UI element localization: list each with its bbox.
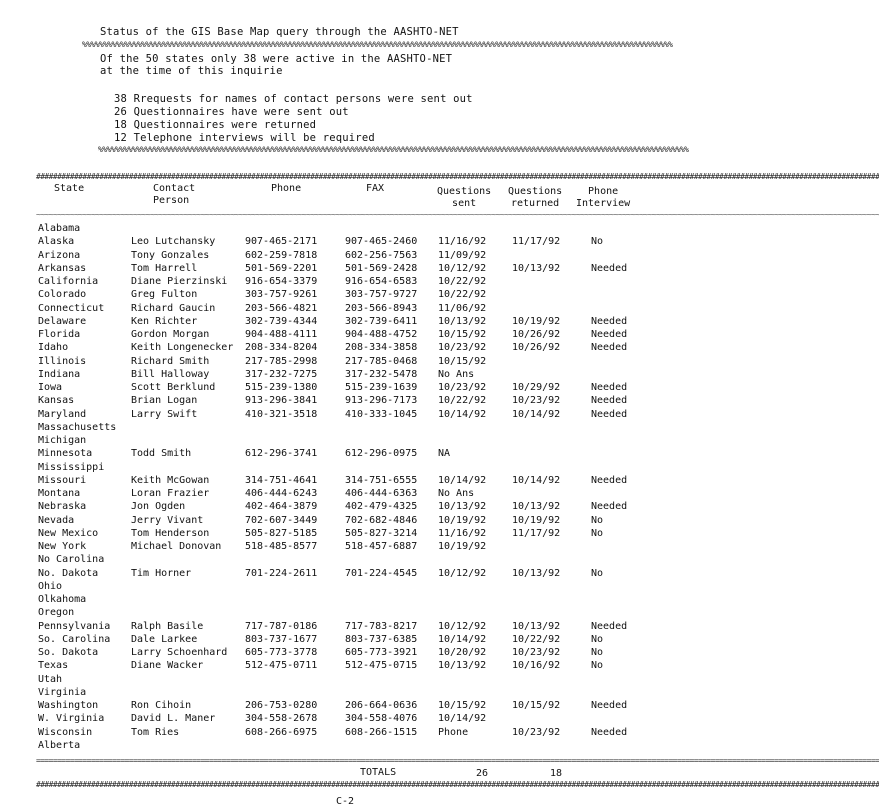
row-questions-returned: 10/19/92 [512, 316, 561, 327]
row-phone-interview: No [591, 528, 604, 539]
intro-line-2: at the time of this inquirie [100, 65, 283, 77]
row-contact: Tony Gonzales [131, 250, 210, 261]
table-row [0, 659, 650, 672]
row-fax: 904-488-4752 [345, 329, 418, 340]
table-row [0, 646, 650, 659]
table-row [0, 540, 650, 553]
table-row [0, 673, 650, 686]
summary-line-3: 18 Questionnaires were returned [114, 119, 317, 131]
table-row [0, 447, 650, 460]
page-title: Status of the GIS Base Map query through the AASHTO-NET [100, 26, 459, 38]
row-contact: Larry Schoenhard [131, 647, 228, 658]
header-fax: FAX [366, 183, 385, 194]
table-row [0, 500, 650, 513]
row-state: Wisconsin [38, 727, 93, 738]
row-questions-returned: 10/26/92 [512, 329, 561, 340]
row-fax: 702-682-4846 [345, 515, 418, 526]
row-fax: 206-664-0636 [345, 700, 418, 711]
row-questions-sent: 11/16/92 [438, 528, 487, 539]
row-state: So. Carolina [38, 634, 111, 645]
row-state: Colorado [38, 289, 87, 300]
totals-label: TOTALS [360, 767, 397, 778]
row-phone-interview: No [591, 568, 604, 579]
row-contact: Tom Harrell [131, 263, 198, 274]
header-phone-interview: Phone Interview [576, 186, 631, 209]
row-phone: 317-232-7275 [245, 369, 318, 380]
row-phone: 406-444-6243 [245, 488, 318, 499]
table-row [0, 461, 650, 474]
row-phone: 203-566-4821 [245, 303, 318, 314]
row-phone: 402-464-3879 [245, 501, 318, 512]
row-contact: Loran Frazier [131, 488, 210, 499]
row-phone: 612-296-3741 [245, 448, 318, 459]
row-contact: Jerry Vivant [131, 515, 204, 526]
totals-sent: 26 [476, 768, 489, 779]
row-questions-sent: 10/15/92 [438, 329, 487, 340]
row-state: Alaska [38, 236, 75, 247]
row-contact: Ralph Basile [131, 621, 204, 632]
row-questions-returned: 10/29/92 [512, 382, 561, 393]
row-state: Iowa [38, 382, 63, 393]
table-row [0, 726, 650, 739]
row-questions-sent: 10/13/92 [438, 660, 487, 671]
row-phone-interview: Needed [591, 700, 628, 711]
table-row [0, 421, 650, 434]
row-questions-returned: 10/13/92 [512, 621, 561, 632]
row-questions-returned: 11/17/92 [512, 528, 561, 539]
row-questions-returned: 10/22/92 [512, 634, 561, 645]
row-state: New Mexico [38, 528, 99, 539]
row-questions-sent: 10/22/92 [438, 289, 487, 300]
row-phone: 608-266-6975 [245, 727, 318, 738]
row-questions-sent: 10/13/92 [438, 501, 487, 512]
row-phone-interview: Needed [591, 621, 628, 632]
totals-returned: 18 [550, 768, 563, 779]
row-questions-returned: 10/23/92 [512, 647, 561, 658]
row-contact: Ron Cihoin [131, 700, 192, 711]
table-row [0, 328, 650, 341]
row-state: New York [38, 541, 87, 552]
row-questions-sent: 10/12/92 [438, 263, 487, 274]
row-fax: 410-333-1045 [345, 409, 418, 420]
table-row [0, 527, 650, 540]
table-row [0, 381, 650, 394]
row-questions-returned: 10/15/92 [512, 700, 561, 711]
table-row [0, 394, 650, 407]
row-contact: Jon Ogden [131, 501, 186, 512]
row-questions-returned: 10/19/92 [512, 515, 561, 526]
table-row [0, 567, 650, 580]
row-fax: 913-296-7173 [345, 395, 418, 406]
row-state: Idaho [38, 342, 69, 353]
row-phone: 303-757-9261 [245, 289, 318, 300]
row-questions-sent: 10/19/92 [438, 541, 487, 552]
header-questions-returned: Questions returned [508, 186, 563, 209]
row-state: Michigan [38, 435, 87, 446]
header-contact: Contact Person [153, 183, 196, 206]
row-fax: 916-654-6583 [345, 276, 418, 287]
row-phone-interview: Needed [591, 329, 628, 340]
table-row [0, 262, 650, 275]
table-row [0, 222, 650, 235]
row-fax: 402-479-4325 [345, 501, 418, 512]
row-phone-interview: No [591, 660, 604, 671]
table-row [0, 553, 650, 566]
row-contact: Greg Fulton [131, 289, 198, 300]
row-questions-returned: 10/13/92 [512, 263, 561, 274]
row-state: Virginia [38, 687, 87, 698]
row-phone-interview: No [591, 634, 604, 645]
row-fax: 314-751-6555 [345, 475, 418, 486]
table-row [0, 487, 650, 500]
row-state: Arizona [38, 250, 81, 261]
row-contact: David L. Maner [131, 713, 216, 724]
row-questions-sent: 10/14/92 [438, 713, 487, 724]
separator: %%%%%%%%%%%%%%%%%%%%%%%%%%%%%%%%%%%%%%%%%%%%%%%%%%%%%%%%%%%%%%%%%%%%%%%%%%%%%%%%%%%%%%%%%%%%%%%%%%%%%%%%%%%%%%%%%%%%%%%%%%%%%%%%%%%%%%%%%%%% [82, 40, 673, 49]
row-state: Minnesota [38, 448, 93, 459]
row-state: Alberta [38, 740, 81, 751]
row-fax: 208-334-3858 [345, 342, 418, 353]
row-state: Ohio [38, 581, 63, 592]
row-phone: 913-296-3841 [245, 395, 318, 406]
row-questions-returned: 10/14/92 [512, 409, 561, 420]
row-questions-sent: 11/09/92 [438, 250, 487, 261]
row-phone-interview: No [591, 515, 604, 526]
row-phone: 304-558-2678 [245, 713, 318, 724]
row-state: No. Dakota [38, 568, 99, 579]
row-phone: 605-773-3778 [245, 647, 318, 658]
row-phone: 907-465-2171 [245, 236, 318, 247]
row-phone-interview: Needed [591, 263, 628, 274]
row-contact: Richard Smith [131, 356, 210, 367]
row-questions-returned: 10/26/92 [512, 342, 561, 353]
table-row [0, 288, 650, 301]
summary-line-1: 38 Rrequests for names of contact persons were sent out [114, 93, 473, 105]
row-phone-interview: No [591, 236, 604, 247]
row-contact: Todd Smith [131, 448, 192, 459]
row-contact: Brian Logan [131, 395, 198, 406]
row-state: Pennsylvania [38, 621, 111, 632]
row-phone: 206-753-0280 [245, 700, 318, 711]
row-state: Illinois [38, 356, 87, 367]
row-state: Nebraska [38, 501, 87, 512]
table-row [0, 593, 650, 606]
row-phone-interview: Needed [591, 316, 628, 327]
row-questions-sent: 10/22/92 [438, 395, 487, 406]
row-phone: 602-259-7818 [245, 250, 318, 261]
row-questions-sent: 10/22/92 [438, 276, 487, 287]
row-fax: 605-773-3921 [345, 647, 418, 658]
row-questions-sent: 10/14/92 [438, 409, 487, 420]
row-state: Washington [38, 700, 99, 711]
row-questions-returned: 10/23/92 [512, 395, 561, 406]
row-questions-returned: 10/16/92 [512, 660, 561, 671]
row-phone: 904-488-4111 [245, 329, 318, 340]
row-state: Oregon [38, 607, 75, 618]
row-state: Nevada [38, 515, 75, 526]
row-fax: 608-266-1515 [345, 727, 418, 738]
row-questions-sent: Phone [438, 727, 469, 738]
table-row [0, 633, 650, 646]
row-questions-sent: 10/23/92 [438, 342, 487, 353]
totals-rule: ======================================================================================================================================================================================================== [36, 756, 879, 765]
row-fax: 303-757-9727 [345, 289, 418, 300]
intro-line-1: Of the 50 states only 38 were active in the AASHTO-NET [100, 53, 453, 65]
row-questions-sent: NA [438, 448, 451, 459]
row-state: Kansas [38, 395, 75, 406]
row-state: Alabama [38, 223, 81, 234]
table-row [0, 686, 650, 699]
row-contact: Tom Ries [131, 727, 180, 738]
row-phone: 217-785-2998 [245, 356, 318, 367]
table-row [0, 235, 650, 248]
row-fax: 304-558-4076 [345, 713, 418, 724]
row-questions-sent: 10/20/92 [438, 647, 487, 658]
row-questions-returned: 11/17/92 [512, 236, 561, 247]
row-phone: 410-321-3518 [245, 409, 318, 420]
row-questions-sent: 10/14/92 [438, 475, 487, 486]
table-row [0, 620, 650, 633]
table-row [0, 249, 650, 262]
row-state: Arkansas [38, 263, 87, 274]
row-state: Florida [38, 329, 81, 340]
table-row [0, 739, 650, 752]
row-fax: 406-444-6363 [345, 488, 418, 499]
table-top-rule: ######################################################################################################################################################################################################## [36, 172, 879, 181]
table-row [0, 355, 650, 368]
row-fax: 907-465-2460 [345, 236, 418, 247]
header-questions-sent: Questions sent [437, 186, 492, 209]
row-questions-returned: 10/13/92 [512, 568, 561, 579]
table-bottom-rule: ######################################################################################################################################################################################################## [36, 780, 879, 789]
row-phone: 717-787-0186 [245, 621, 318, 632]
page-number: C-2 [336, 796, 355, 807]
row-fax: 701-224-4545 [345, 568, 418, 579]
row-contact: Scott Berklund [131, 382, 216, 393]
row-contact: Tim Horner [131, 568, 192, 579]
table-row [0, 302, 650, 315]
table-row [0, 408, 650, 421]
row-questions-sent: No Ans [438, 369, 475, 380]
row-fax: 217-785-0468 [345, 356, 418, 367]
row-fax: 317-232-5478 [345, 369, 418, 380]
row-phone: 302-739-4344 [245, 316, 318, 327]
table-row [0, 434, 650, 447]
row-phone: 512-475-0711 [245, 660, 318, 671]
row-state: W. Virginia [38, 713, 105, 724]
separator: %%%%%%%%%%%%%%%%%%%%%%%%%%%%%%%%%%%%%%%%%%%%%%%%%%%%%%%%%%%%%%%%%%%%%%%%%%%%%%%%%%%%%%%%%%%%%%%%%%%%%%%%%%%%%%%%%%%%%%%%%%%%%%%%%%%%%%%%%%%% [98, 145, 689, 154]
row-fax: 518-457-6887 [345, 541, 418, 552]
table-row [0, 275, 650, 288]
row-phone: 518-485-8577 [245, 541, 318, 552]
row-state: Maryland [38, 409, 87, 420]
row-contact: Gordon Morgan [131, 329, 210, 340]
header-state: State [54, 183, 85, 194]
row-phone-interview: Needed [591, 501, 628, 512]
row-state: California [38, 276, 99, 287]
row-questions-returned: 10/23/92 [512, 727, 561, 738]
table-row [0, 580, 650, 593]
row-state: Utah [38, 674, 63, 685]
row-phone: 208-334-8204 [245, 342, 318, 353]
table-row [0, 474, 650, 487]
row-contact: Diane Pierzinski [131, 276, 228, 287]
row-fax: 501-569-2428 [345, 263, 418, 274]
row-phone: 701-224-2611 [245, 568, 318, 579]
row-phone-interview: Needed [591, 395, 628, 406]
row-state: No Carolina [38, 554, 105, 565]
table-row [0, 712, 650, 725]
row-state: Connecticut [38, 303, 105, 314]
row-questions-sent: 11/16/92 [438, 236, 487, 247]
row-phone-interview: Needed [591, 475, 628, 486]
table-row [0, 699, 650, 712]
table-row [0, 315, 650, 328]
row-contact: Michael Donovan [131, 541, 222, 552]
row-contact: Keith Longenecker [131, 342, 234, 353]
table-row [0, 514, 650, 527]
row-questions-sent: No Ans [438, 488, 475, 499]
row-state: Mississippi [38, 462, 105, 473]
row-fax: 203-566-8943 [345, 303, 418, 314]
row-phone-interview: No [591, 647, 604, 658]
row-questions-sent: 10/14/92 [438, 634, 487, 645]
row-state: Montana [38, 488, 81, 499]
row-contact: Keith McGowan [131, 475, 210, 486]
row-phone-interview: Needed [591, 409, 628, 420]
row-contact: Richard Gaucin [131, 303, 216, 314]
header-phone: Phone [271, 183, 302, 194]
row-questions-sent: 10/13/92 [438, 316, 487, 327]
row-phone: 515-239-1380 [245, 382, 318, 393]
row-contact: Tom Henderson [131, 528, 210, 539]
row-state: Texas [38, 660, 69, 671]
row-questions-sent: 10/12/92 [438, 621, 487, 632]
row-fax: 512-475-0715 [345, 660, 418, 671]
row-phone: 702-607-3449 [245, 515, 318, 526]
row-questions-sent: 10/12/92 [438, 568, 487, 579]
row-questions-returned: 10/14/92 [512, 475, 561, 486]
row-phone: 314-751-4641 [245, 475, 318, 486]
row-fax: 612-296-0975 [345, 448, 418, 459]
row-state: So. Dakota [38, 647, 99, 658]
row-state: Delaware [38, 316, 87, 327]
row-state: Missouri [38, 475, 87, 486]
row-phone-interview: Needed [591, 342, 628, 353]
row-contact: Bill Halloway [131, 369, 210, 380]
row-fax: 717-783-8217 [345, 621, 418, 632]
row-questions-sent: 10/23/92 [438, 382, 487, 393]
table-row [0, 341, 650, 354]
row-fax: 505-827-3214 [345, 528, 418, 539]
table-row [0, 606, 650, 619]
row-questions-sent: 10/19/92 [438, 515, 487, 526]
row-state: Massachusetts [38, 422, 117, 433]
row-fax: 803-737-6385 [345, 634, 418, 645]
row-contact: Dale Larkee [131, 634, 198, 645]
table-row [0, 368, 650, 381]
row-phone-interview: Needed [591, 727, 628, 738]
row-state: Indiana [38, 369, 81, 380]
row-phone: 803-737-1677 [245, 634, 318, 645]
row-phone-interview: Needed [591, 382, 628, 393]
row-contact: Leo Lutchansky [131, 236, 216, 247]
row-phone: 916-654-3379 [245, 276, 318, 287]
row-contact: Larry Swift [131, 409, 198, 420]
row-questions-returned: 10/13/92 [512, 501, 561, 512]
row-questions-sent: 11/06/92 [438, 303, 487, 314]
row-contact: Ken Richter [131, 316, 198, 327]
row-fax: 515-239-1639 [345, 382, 418, 393]
row-phone: 505-827-5185 [245, 528, 318, 539]
row-questions-sent: 10/15/92 [438, 700, 487, 711]
row-fax: 302-739-6411 [345, 316, 418, 327]
header-rule: ~~~~~~~~~~~~~~~~~~~~~~~~~~~~~~~~~~~~~~~~~~~~~~~~~~~~~~~~~~~~~~~~~~~~~~~~~~~~~~~~~~~~~~~~~~~~~~~~~~~~~~~~~~~~~~~~~~~~~~~~~~~~~~~~~~~~~~~~~~~~~~~~~~~~~~~~~~~~~~~~~~~~~~~~~~~~~~~~~~~~~~~~~~~~~~~~~~~~~~~~ [36, 210, 879, 219]
row-contact: Diane Wacker [131, 660, 204, 671]
row-questions-sent: 10/15/92 [438, 356, 487, 367]
row-phone: 501-569-2201 [245, 263, 318, 274]
row-fax: 602-256-7563 [345, 250, 418, 261]
summary-line-4: 12 Telephone interviews will be required [114, 132, 375, 144]
summary-line-2: 26 Questionnaires have were sent out [114, 106, 349, 118]
row-state: Olkahoma [38, 594, 87, 605]
